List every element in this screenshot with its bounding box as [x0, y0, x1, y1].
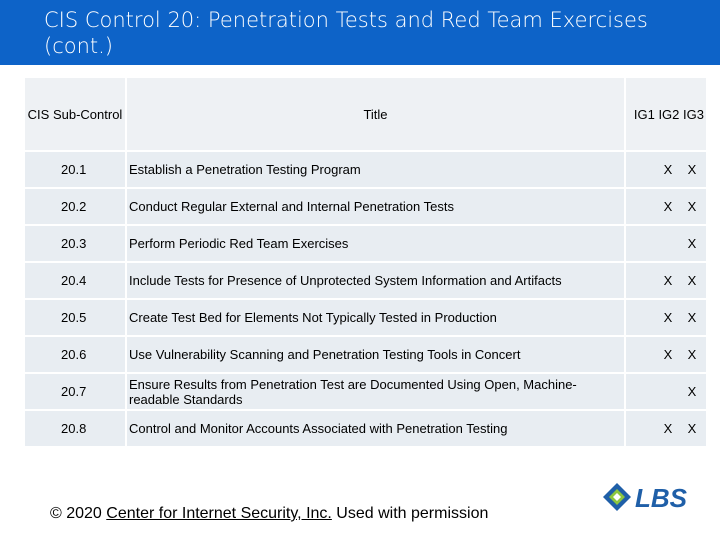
table-row: [25, 411, 707, 448]
ig-marks: [626, 263, 706, 298]
header-ig1: IG1: [633, 106, 655, 122]
header-title: Title: [127, 78, 624, 150]
ig-marks: [626, 189, 706, 224]
ig2-mark: X: [663, 162, 673, 177]
ig-marks: [626, 337, 706, 372]
table-row: [25, 226, 707, 263]
table-row: [25, 152, 707, 189]
table-row: [25, 189, 707, 226]
sub-control-title: Use Vulnerability Scanning and Penetration Testing Tools in Concert: [127, 337, 624, 372]
sub-control-id: 20.6: [25, 337, 125, 372]
ig3-mark: X: [687, 421, 697, 436]
ig-marks: [626, 411, 706, 446]
sub-control-title: Conduct Regular External and Internal Penetration Tests: [127, 189, 624, 224]
sub-control-id: 20.7: [25, 374, 125, 409]
footer-suffix: Used with permission: [331, 505, 489, 522]
ig2-mark: X: [663, 199, 673, 214]
header-ig2: IG2: [658, 106, 680, 122]
cis-link[interactable]: Center for Internet Security, Inc.: [106, 505, 332, 522]
sub-control-table: [25, 78, 707, 448]
footer-prefix: © 2020: [50, 505, 107, 522]
ig-marks: [626, 152, 706, 187]
sub-control-id: 20.8: [25, 411, 125, 446]
header-ig: [626, 78, 706, 150]
table-row: [25, 300, 707, 337]
sub-control-title: Perform Periodic Red Team Exercises: [127, 226, 624, 261]
table-row: [25, 337, 707, 374]
sub-control-title: Control and Monitor Accounts Associated with Penetration Testing: [127, 411, 624, 446]
title-bar: [0, 0, 720, 65]
ig-marks: [626, 300, 706, 335]
ig-marks: [626, 374, 706, 409]
ig2-mark: X: [663, 421, 673, 436]
sub-control-id: 20.3: [25, 226, 125, 261]
slide-title: CIS Control 20: Penetration Tests and Red Team Exercises (cont.): [44, 8, 648, 58]
sub-control-id: 20.4: [25, 263, 125, 298]
sub-control-id: 20.2: [25, 189, 125, 224]
lbs-logo-text: LBS: [635, 483, 687, 513]
lbs-logo: [603, 477, 703, 523]
table-body: [25, 152, 707, 448]
ig3-mark: X: [687, 310, 697, 325]
ig2-mark: X: [663, 273, 673, 288]
ig3-mark: X: [687, 273, 697, 288]
sub-control-id: 20.5: [25, 300, 125, 335]
table-row: [25, 263, 707, 300]
ig3-mark: X: [687, 384, 697, 399]
header-sub-control: CIS Sub-Control: [25, 78, 125, 150]
ig3-mark: X: [687, 199, 697, 214]
copyright-footer: [50, 505, 488, 523]
ig2-mark: X: [663, 347, 673, 362]
sub-control-id: 20.1: [25, 152, 125, 187]
sub-control-title: Ensure Results from Penetration Test are Documented Using Open, Machine-readable Standards: [127, 374, 624, 409]
ig-marks: [626, 226, 706, 261]
sub-control-title: Include Tests for Presence of Unprotected System Information and Artifacts: [127, 263, 624, 298]
ig2-mark: X: [663, 310, 673, 325]
header-ig3: IG3: [683, 106, 704, 122]
sub-control-title: Create Test Bed for Elements Not Typically Tested in Production: [127, 300, 624, 335]
ig3-mark: X: [687, 347, 697, 362]
ig3-mark: X: [687, 236, 697, 251]
ig3-mark: X: [687, 162, 697, 177]
table-row: [25, 374, 707, 411]
sub-control-title: Establish a Penetration Testing Program: [127, 152, 624, 187]
lbs-logo-mark: [603, 483, 631, 511]
table-header-row: [25, 78, 707, 152]
